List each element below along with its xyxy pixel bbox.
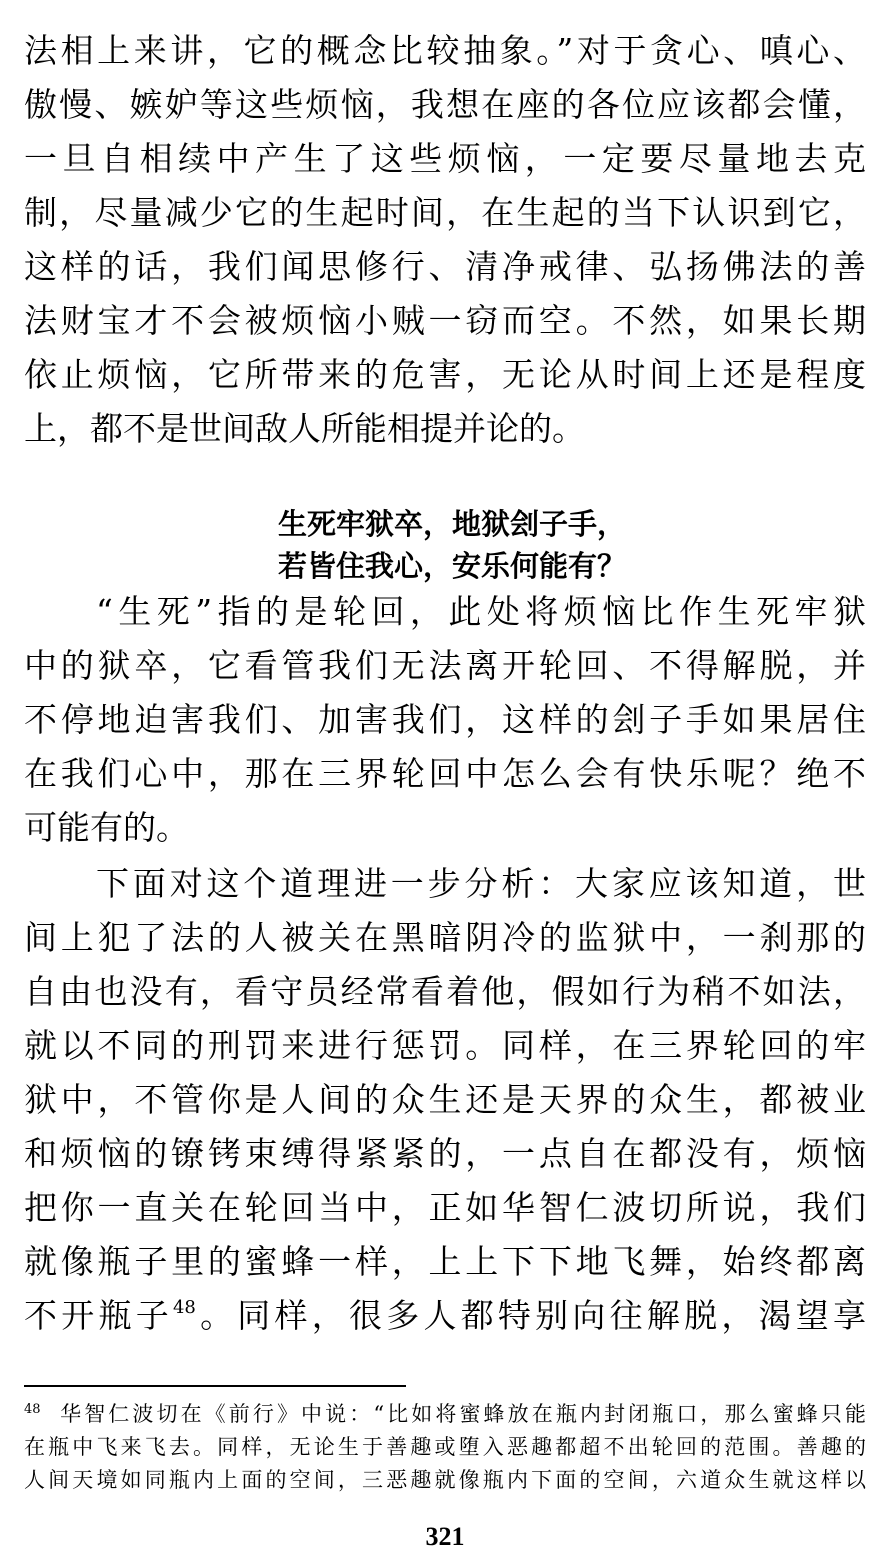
paragraph-3: [24, 857, 866, 1343]
text-segment: 。同样，很多人都特别向往解脱，渴望享: [195, 1296, 866, 1335]
text-line: 法财宝才不会被烦恼小贼一窃而空。不然，如果长期: [24, 301, 866, 340]
text-line: 不停地迫害我们、加害我们，这样的刽子手如果居住: [24, 700, 866, 739]
text-line: “生死”指的是轮回，此处将烦恼比作生死牢狱: [96, 592, 866, 631]
footnote-line: [24, 1398, 866, 1431]
footnote-number: 48: [24, 1402, 41, 1417]
text-line: 这样的话，我们闻思修行、清净戒律、弘扬佛法的善: [24, 247, 866, 286]
verse-line: 生死牢狱卒，地狱刽子手，: [277, 507, 626, 541]
paragraph-2: [24, 585, 866, 855]
text-line-with-footnote-ref: [24, 1289, 866, 1343]
footnote: [24, 1398, 866, 1497]
text-line: 制，尽量减少它的生起时间，在生起的当下认识到它，: [24, 193, 866, 232]
text-segment: 不开瓶子: [24, 1296, 173, 1335]
text-line: 上，都不是世间敌人所能相提并论的。: [24, 409, 585, 448]
text-line: 下面对这个道理进一步分析：大家应该知道，世: [96, 864, 866, 903]
text-line: 就以不同的刑罚来进行惩罚。同样，在三界轮回的牢: [24, 1026, 866, 1065]
text-line: 傲慢、嫉妒等这些烦恼，我想在座的各位应该都会懂，: [24, 85, 866, 124]
text-line: 间上犯了法的人被关在黑暗阴冷的监狱中，一刹那的: [24, 918, 866, 957]
text-line: 把你一直关在轮回当中，正如华智仁波切所说，我们: [24, 1188, 866, 1227]
text-line: 自由也没有，看守员经常看着他，假如行为稍不如法，: [24, 972, 866, 1011]
text-line: 狱中，不管你是人间的众生还是天界的众生，都被业: [24, 1080, 866, 1119]
footnote-line: 在瓶中飞来飞去。同样，无论生于善趣或堕入恶趣都超不出轮回的范围。善趣的: [24, 1435, 866, 1459]
text-line: 就像瓶子里的蜜蜂一样，上上下下地飞舞，始终都离: [24, 1242, 866, 1281]
text-line: 依止烦恼，它所带来的危害，无论从时间上还是程度: [24, 355, 866, 394]
text-line: 在我们心中，那在三界轮回中怎么会有快乐呢？绝不: [24, 754, 866, 793]
footnote-line: 人间天境如同瓶内上面的空间，三恶趣就像瓶内下面的空间，六道众生就这样以: [24, 1468, 866, 1492]
footnote-divider: [24, 1385, 406, 1387]
paragraph-1: [24, 24, 866, 456]
footnote-text: 华智仁波切在《前行》中说：“比如将蜜蜂放在瓶内封闭瓶口，那么蜜蜂只能: [60, 1402, 866, 1426]
footnote-reference[interactable]: 48: [172, 1297, 196, 1318]
verse-block: [0, 503, 890, 587]
text-line: 法相上来讲，它的概念比较抽象。”对于贪心、嗔心、: [24, 31, 866, 70]
text-line: 中的狱卒，它看管我们无法离开轮回、不得解脱，并: [24, 646, 866, 685]
text-line: 和烦恼的镣铐束缚得紧紧的，一点自在都没有，烦恼: [24, 1134, 866, 1173]
text-line: 可能有的。: [24, 808, 189, 847]
page-number: 321: [425, 1522, 465, 1551]
text-line: 一旦自相续中产生了这些烦恼，一定要尽量地去克: [24, 139, 866, 178]
verse-line: 若皆住我心，安乐何能有？: [277, 549, 626, 583]
